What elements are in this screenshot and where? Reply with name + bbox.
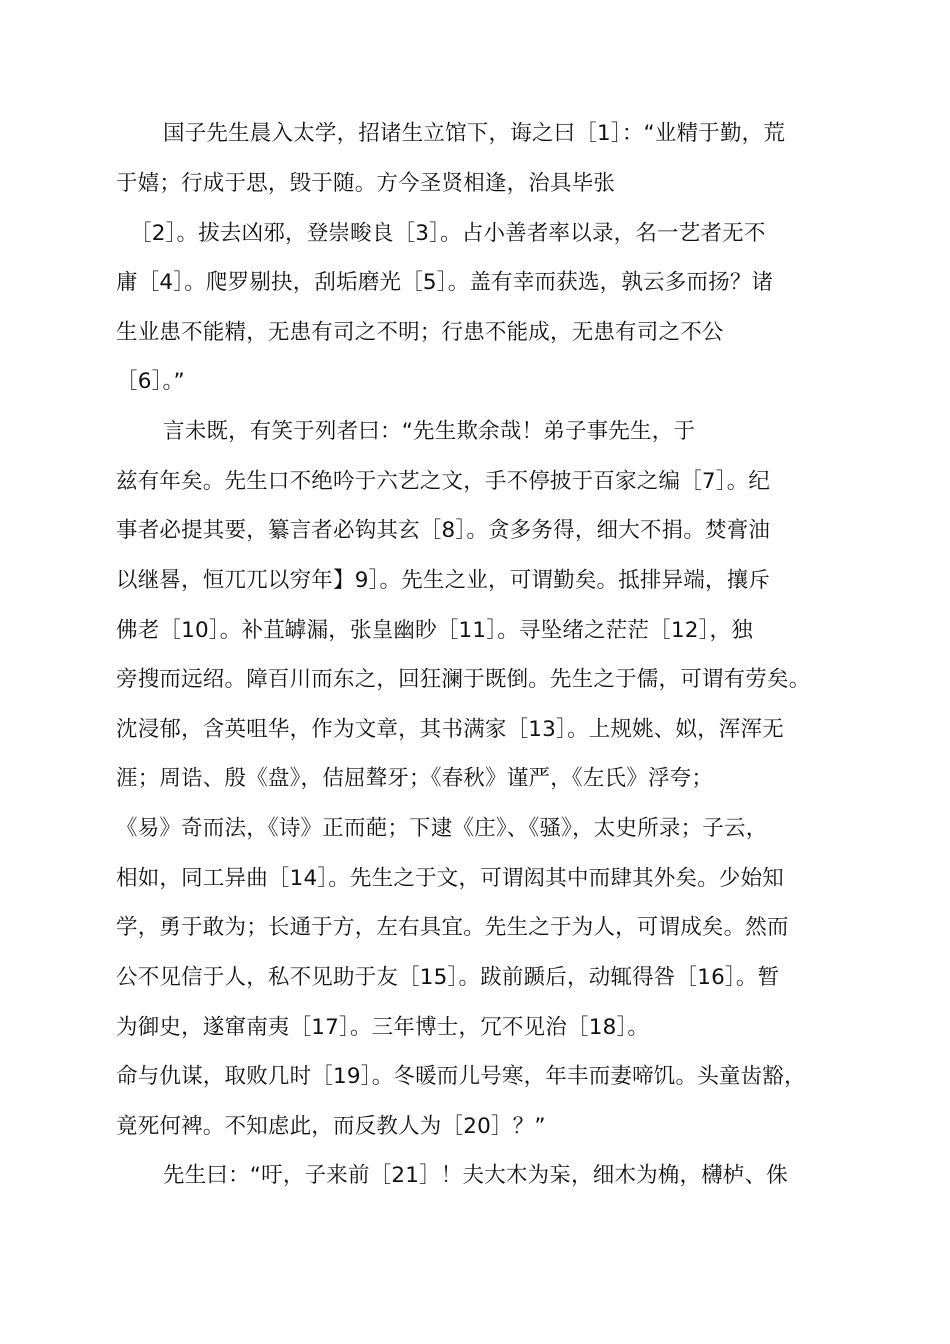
text-line: 于嬉；行成于思，毁于随。方今圣贤相逢，治具毕张 xyxy=(116,171,616,196)
text-line: 生业患不能精，无患有司之不明；行患不能成，无患有司之不公 xyxy=(116,320,724,345)
text-line: 言未既，有笑于列者曰：“先生欺余哉！弟子事先生，于 xyxy=(163,419,696,444)
text-line: 先生曰：“吁，子来前［21］！夫大木为杗，细木为桷，欂栌、侏 xyxy=(163,1163,788,1188)
text-line: 以继晷，恒兀兀以穷年】9］。先生之业，可谓勤矣。抵排异端，攘斥 xyxy=(116,568,771,593)
text-line: 旁搜而远绍。障百川而东之，回狂澜于既倒。先生之于儒，可谓有劳矣。 xyxy=(116,667,811,692)
text-line: 庸［4］。爬罗剔抉，刮垢磨光［5］。盖有幸而获选，孰云多而扬？诸 xyxy=(116,270,774,295)
text-line: 公不见信于人，私不见助于友［15］。跋前踬后，动辄得咎［16］。暂 xyxy=(116,965,780,990)
text-line: 学，勇于敢为；长通于方，左右具宜。先生之于为人，可谓成矣。然而 xyxy=(116,915,789,940)
text-line: 事者必提其要，纂言者必钩其玄［8］。贪多务得，细大不捐。焚膏油 xyxy=(116,518,771,543)
text-line: 国子先生晨入太学，招诸生立馆下，诲之曰［1］：“业精于勤，荒 xyxy=(163,121,786,146)
text-line: 佛老［10］。补苴罅漏，张皇幽眇［11］。寻坠绪之茫茫［12］，独 xyxy=(116,618,753,643)
text-line: 沈浸郁，含英咀华，作为文章，其书满家［13］。上规姚、姒，浑浑无 xyxy=(116,717,785,742)
text-line: 竟死何裨。不知虑此，而反教人为［20］？” xyxy=(116,1114,546,1139)
text-line: 涯；周诰、殷《盘》，佶屈聱牙；《春秋》谨严，《左氏》浮夸； xyxy=(116,766,714,791)
text-line: 兹有年矣。先生口不绝吟于六艺之文，手不停披于百家之编［7］。纪 xyxy=(116,469,771,494)
text-line: 相如，同工异曲［14］。先生之于文，可谓闳其中而肆其外矣。少始知 xyxy=(116,866,785,891)
text-line: ［6］。” xyxy=(116,369,185,394)
text-line: ［2］。拔去凶邪，登崇畯良［3］。占小善者率以录，名一艺者无不 xyxy=(130,221,766,246)
text-line: 《易》奇而法，《诗》正而葩；下逮《庄》、《骚》，太史所录；子云， xyxy=(116,816,768,841)
text-line: 命与仇谋，取败几时［19］。冬暖而儿号寒，年丰而妻啼饥。头童齿豁， xyxy=(116,1064,806,1089)
text-line: 为御史，遂窜南夷［17］。三年博士，冗不见治［18］。 xyxy=(116,1015,650,1040)
